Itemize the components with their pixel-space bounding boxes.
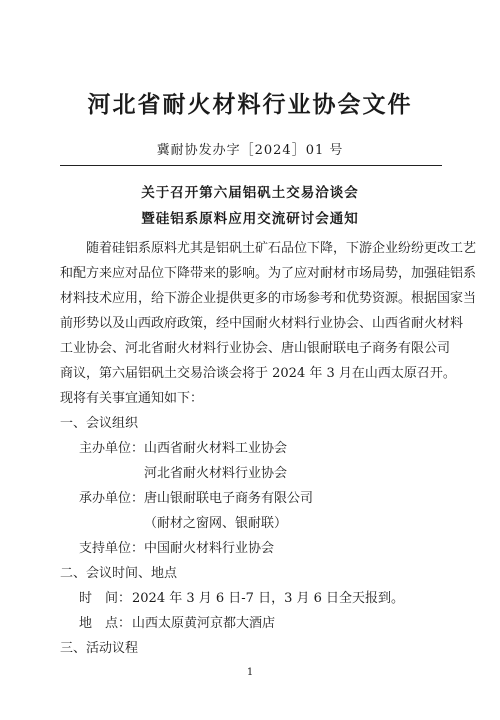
- place-value: 山西太原黄河京都大酒店: [132, 616, 276, 631]
- section-heading-time-place: 二、会议时间、地点: [60, 566, 178, 581]
- notice-title-line-2: 暨硅铝系原料应用交流研讨会通知: [141, 211, 359, 227]
- intro-line: 现将有关事宜通知如下：: [60, 391, 204, 406]
- place-label: 地 点：: [79, 616, 132, 631]
- header-divider: [60, 165, 442, 166]
- support-label: 支持单位：: [79, 541, 145, 556]
- host-unit-2: 河北省耐火材料行业协会: [144, 466, 288, 481]
- time-value: 2024 年 3 月 6 日-7 日，3 月 6 日全天报到。: [132, 591, 405, 606]
- intro-line: 工业协会、河北省耐火材料行业协会、唐山银耐联电子商务有限公司: [60, 341, 451, 356]
- support-unit-1: 中国耐火材料行业协会: [144, 541, 275, 556]
- intro-line: 随着硅铝系原料尤其是铝矾土矿石品位下降，下游企业纷纷更改工艺: [86, 241, 477, 256]
- time-label: 时 间：: [79, 591, 132, 606]
- host-unit-1: 山西省耐火材料工业协会: [144, 441, 288, 456]
- page-number: 1: [246, 667, 254, 678]
- section-heading-organization: 一、会议组织: [60, 416, 139, 431]
- notice-title-line-1: 关于召开第六届铝矾土交易洽谈会: [141, 185, 359, 201]
- intro-line: 商议，第六届铝矾土交易洽谈会将于 2024 年 3 月在山西太原召开。: [60, 366, 456, 381]
- organizer-label: 承办单位：: [79, 491, 145, 506]
- host-label: 主办单位：: [79, 441, 145, 456]
- organizer-unit-1: 唐山银耐联电子商务有限公司: [144, 491, 314, 506]
- organizer-unit-2: （耐材之窗网、银耐联）: [144, 516, 288, 531]
- document-header-title: 河北省耐火材料行业协会文件: [87, 91, 413, 118]
- intro-line: 前形势以及山西政府政策，经中国耐火材料行业协会、山西省耐火材料: [60, 316, 464, 331]
- intro-line: 材料技术应用，给下游企业提供更多的市场参考和优势资源。根据国家当: [60, 291, 477, 306]
- section-heading-agenda: 三、活动议程: [60, 641, 139, 656]
- document-number: 冀耐协发办字［2024］01 号: [156, 143, 344, 158]
- intro-line: 和配方来应对品位下降带来的影响。为了应对耐材市场局势，加强硅铝系: [60, 266, 477, 281]
